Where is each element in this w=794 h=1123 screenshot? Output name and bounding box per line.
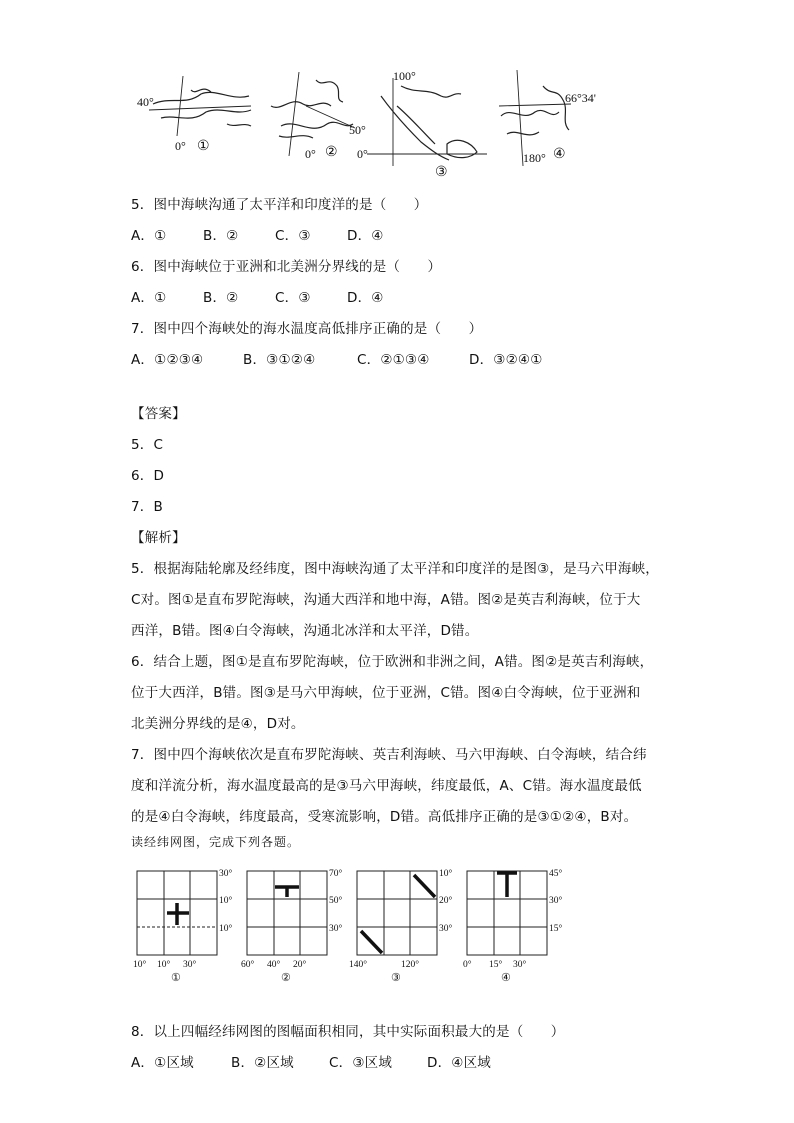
question-6-stem: 6．图中海峡位于亚洲和北美洲分界线的是（ ） [131, 259, 442, 275]
grid-2 [247, 871, 327, 955]
grid-1-lon-label: 10° [133, 960, 147, 970]
q8-option-d: D．④区域 [427, 1055, 491, 1071]
strait-map-figure [131, 66, 611, 178]
q7-option-c: C．②①③④ [357, 352, 430, 368]
grid-4-lon-label: 30° [513, 960, 527, 970]
question-6-options [131, 286, 384, 306]
q5-option-b: B．② [203, 228, 239, 244]
question-8-stem: 8．以上四幅经纬网图的图幅面积相同，其中实际面积最大的是（ ） [131, 1024, 565, 1040]
strait-map-2 [271, 72, 355, 156]
grid-3-lat-label: 30° [439, 924, 453, 934]
q8-option-c: C．③区域 [329, 1055, 393, 1071]
q6-option-b: B．② [203, 290, 239, 306]
grid-3-lat-label: 10° [439, 869, 453, 879]
q5-option-a: A．① [131, 228, 167, 244]
q7-option-a: A．①②③④ [131, 352, 204, 368]
q8-option-b: B．②区域 [231, 1055, 294, 1071]
grid-3-number: ③ [391, 972, 401, 984]
map1-number: ① [197, 139, 210, 154]
grid-2-lon-label: 20° [293, 960, 307, 970]
grid-2-lat-label: 30° [329, 924, 343, 934]
map4-number: ④ [553, 147, 566, 162]
analysis-6-line: 位于大西洋，B错。图③是马六甲海峡，位于亚洲，C错。图④白令海峡，位于亚洲和 [131, 685, 641, 701]
analysis-6-line: 6．结合上题，图①是直布罗陀海峡，位于欧洲和非洲之间，A错。图②是英吉利海峡， [131, 654, 654, 670]
analysis-5-line: 5．根据海陆轮廓及经纬度，图中海峡沟通了太平洋和印度洋的是图③，是马六甲海峡， [131, 561, 659, 577]
analysis-5-line: 西洋，B错。图④白令海峡，沟通北冰洋和太平洋，D错。 [131, 623, 479, 639]
q8-option-a: A．①区域 [131, 1055, 194, 1071]
lat-lon-grid-figure [131, 865, 571, 985]
map1-lon-label: 0° [175, 139, 186, 153]
question-8-options [131, 1051, 491, 1071]
grid-4-lon-label: 0° [463, 960, 472, 970]
map2-lon-label-2: 0° [357, 147, 368, 161]
question-5-options [131, 224, 384, 244]
grid-3-region-diagonal-upper [414, 875, 435, 897]
strait-map-1 [149, 76, 251, 136]
q5-option-c: C．③ [275, 228, 311, 244]
grid-3-lon-label: 120° [401, 960, 420, 970]
map3-lon-label: 100° [393, 69, 416, 83]
q6-option-c: C．③ [275, 290, 311, 306]
grid-4-lon-label: 15° [489, 960, 503, 970]
grid-4-lat-label: 15° [549, 924, 563, 934]
map4-lon-label: 180° [523, 151, 546, 165]
analysis-heading: 【解析】 [131, 530, 186, 546]
question-7-stem: 7．图中四个海峡处的海水温度高低排序正确的是（ ） [131, 321, 483, 337]
analysis-7-line: 7．图中四个海峡依次是直布罗陀海峡、英吉利海峡、马六甲海峡、白令海峡，结合纬 [131, 747, 647, 763]
analysis-5-line: C对。图①是直布罗陀海峡，沟通大西洋和地中海，A错。图②是英吉利海峡，位于大 [131, 592, 641, 608]
q7-option-b: B．③①②④ [243, 352, 316, 368]
answer-item: 7．B [131, 499, 163, 515]
grid-4-lat-label: 30° [549, 896, 563, 906]
question-5-stem: 5．图中海峡沟通了太平洋和印度洋的是（ ） [131, 197, 428, 213]
grid-1-lon-label: 10° [157, 960, 171, 970]
grid-1-lat-label: 10° [219, 924, 233, 934]
grid-1-lat-label: 10° [219, 896, 233, 906]
grid-3 [357, 871, 437, 955]
grid-2-lat-label: 50° [329, 896, 343, 906]
analysis-6-line: 北美洲分界线的是④，D对。 [131, 716, 305, 732]
grid-3-lat-label: 20° [439, 896, 453, 906]
analysis-7-line: 度和洋流分析，海水温度最高的是③马六甲海峡，纬度最低，A、C错。海水温度最低 [131, 778, 642, 794]
map3-number: ③ [435, 165, 448, 178]
grid-1-lon-label: 30° [183, 960, 197, 970]
map2-lat-label: 50° [349, 123, 366, 137]
grid-1-number: ① [171, 972, 181, 984]
answer-heading: 【答案】 [131, 406, 186, 422]
q5-option-d: D．④ [347, 228, 384, 244]
grid-2-lon-label: 40° [267, 960, 281, 970]
q7-option-d: D．③②④① [469, 352, 543, 368]
answer-item: 5．C [131, 437, 164, 453]
map2-lon-label: 0° [305, 147, 316, 161]
grid-2-lon-label: 60° [241, 960, 255, 970]
grid-3-region-diagonal-lower [361, 931, 382, 953]
grid-2-number: ② [281, 972, 291, 984]
grid-1-lat-label: 30° [219, 869, 233, 879]
answer-item: 6．D [131, 468, 165, 484]
grid-4-number: ④ [501, 972, 511, 984]
map4-lat-label: 66°34' [565, 91, 596, 105]
strait-map-3 [367, 78, 487, 166]
q6-option-d: D．④ [347, 290, 384, 306]
question-7-options [131, 348, 543, 368]
q6-option-a: A．① [131, 290, 167, 306]
analysis-7-line: 的是④白令海峡，纬度最高，受寒流影响，D错。高低排序正确的是③①②④，B对。 [131, 809, 638, 825]
grid-3-lon-label: 140° [349, 960, 368, 970]
grid-4-lat-label: 45° [549, 869, 563, 879]
map2-number: ② [325, 145, 338, 160]
grid-2-lat-label: 70° [329, 869, 343, 879]
map1-lat-label: 40° [137, 95, 154, 109]
grid-intro: 读经纬网图，完成下列各题。 [131, 835, 301, 849]
